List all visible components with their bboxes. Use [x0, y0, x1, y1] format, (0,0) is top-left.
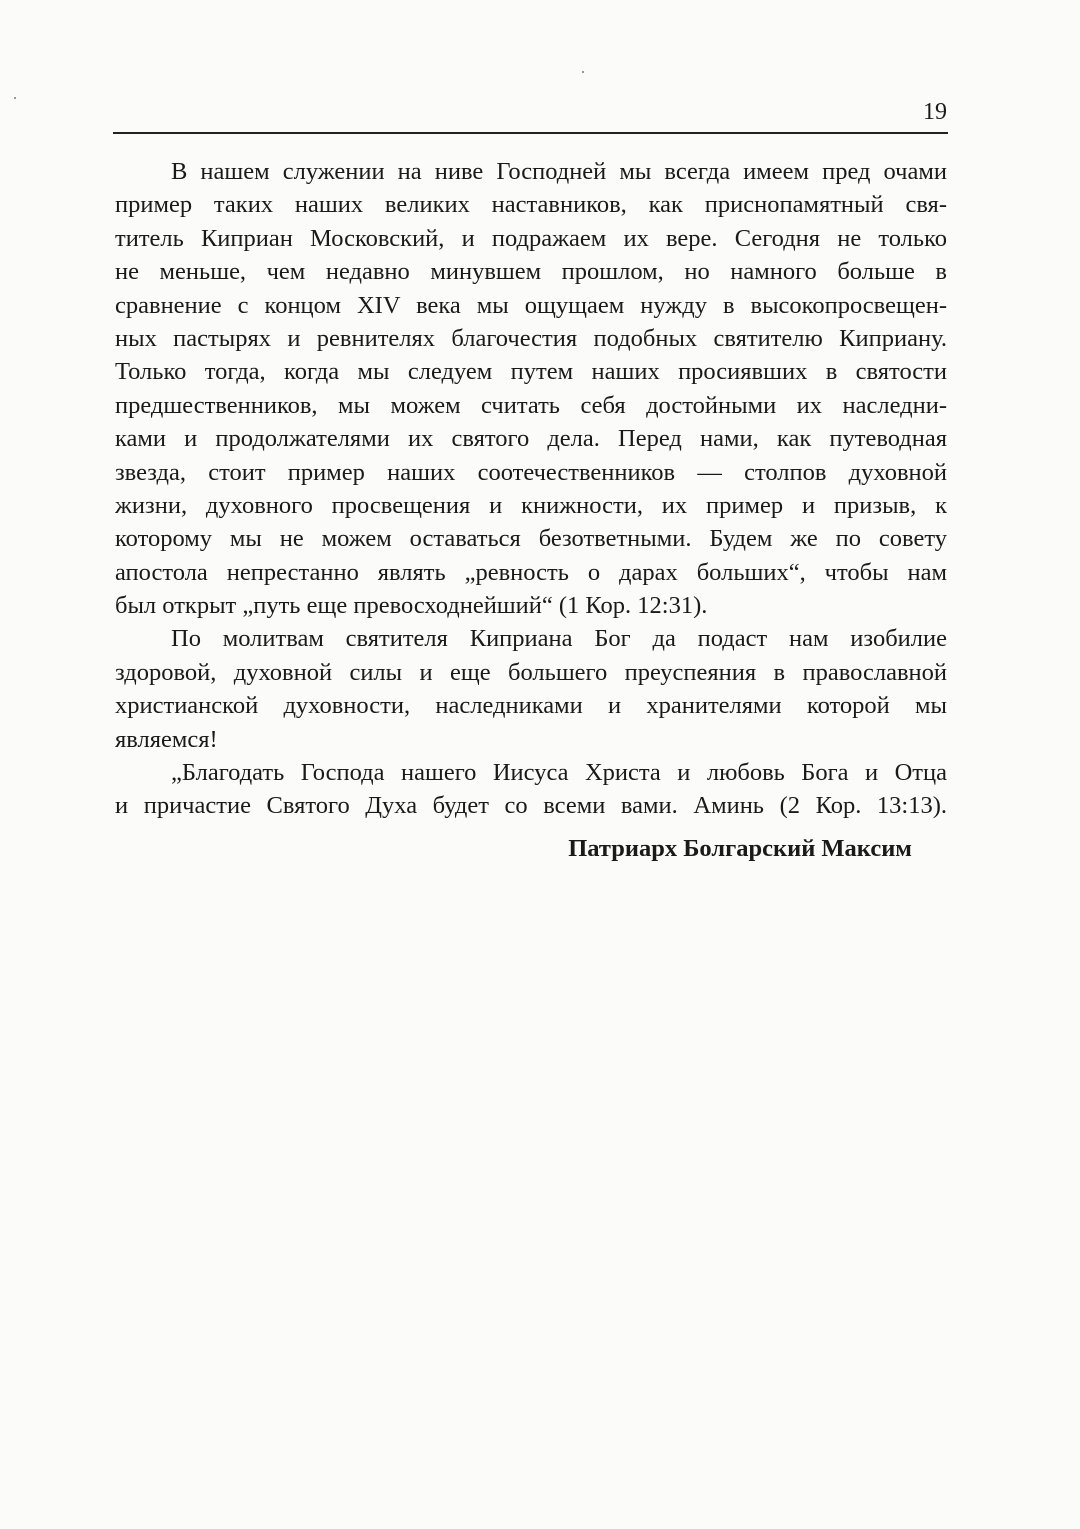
paragraph-2-line-1: По молитвам святителя Киприана Бог да подаст нам изобилие [171, 625, 947, 653]
paragraph-3-line-2: и причастие Святого Духа будет со всеми вами. Аминь (2 Кор. 13:13). [115, 792, 947, 820]
paragraph-1-line-1: В нашем служении на ниве Господней мы всегда имеем пред очами [171, 158, 947, 185]
paragraph-1-line-6: ных пастырях и ревнителях благочестия подобных святителю Киприану. [115, 324, 947, 352]
paragraph-1-line-8: предшественников, мы можем считать себя достойными их наследни- [115, 391, 947, 419]
paragraph-1-line-7: Только тогда, когда мы следуем путем наших просиявших в святости [115, 358, 947, 386]
header-rule [113, 132, 948, 134]
paragraph-1-line-4: не меньше, чем недавно минувшем прошлом, но намного больше в [115, 258, 947, 286]
scan-speck [14, 97, 16, 99]
paragraph-1-line-5: сравнение с концом XIV века мы ощущаем нужду в высокопросвещен- [115, 291, 947, 319]
paragraph-1-line-11: жизни, духовного просвещения и книжности, их пример и призыв, к [115, 491, 947, 519]
scan-speck [582, 71, 584, 73]
paragraph-1-line-10: звезда, стоит пример наших соотечественников — столпов духовной [115, 458, 947, 486]
paragraph-2-line-2: здоровой, духовной силы и еще большего преуспеяния в православной [115, 658, 947, 686]
paragraph-1-line-9: ками и продолжателями их святого дела. Перед нами, как путеводная [115, 425, 947, 453]
paragraph-3-line-1: „Благодать Господа нашего Иисуса Христа и любовь Бога и Отца [171, 759, 947, 787]
paragraph-1-line-13: апостола непрестанно являть „ревность о дарах больших“, чтобы нам [115, 558, 947, 586]
signature: Патриарх Болгарский Максим [568, 835, 912, 862]
body-text [115, 155, 947, 823]
page-number: 19 [923, 99, 947, 125]
paragraph-1-line-3: титель Киприан Московский, и подражаем их вере. Сегодня не только [115, 224, 947, 252]
paragraph-1-line-2: пример таких наших великих наставников, как приснопамятный свя- [115, 191, 947, 219]
paragraph-1-line-14: был открыт „путь еще превосходнейший“ (1 Кор. 12:31). [115, 592, 708, 620]
paragraph-1-line-12: которому мы не можем оставаться безответными. Будем же по совету [115, 525, 947, 553]
paragraph-2-line-4: являемся! [115, 725, 218, 753]
paragraph-2-line-3: христианской духовности, наследниками и хранителями которой мы [115, 692, 947, 720]
